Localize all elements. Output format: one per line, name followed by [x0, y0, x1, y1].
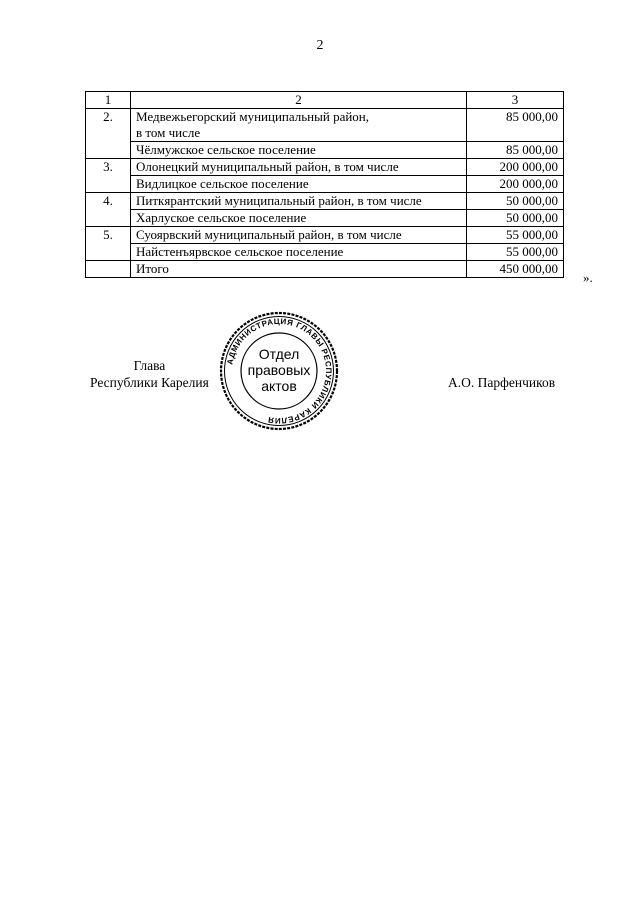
header-cell: 2: [131, 92, 467, 109]
page-number: 2: [316, 38, 324, 53]
row-name: Найстенъярвское сельское поселение: [131, 244, 467, 261]
row-name: Харлуское сельское поселение: [131, 210, 467, 227]
row-name: Олонецкий муниципальный район, в том числе: [131, 159, 467, 176]
row-amount: 55 000,00: [467, 227, 564, 244]
table-row: [86, 227, 564, 244]
table-row: [86, 142, 564, 159]
row-amount: 50 000,00: [467, 193, 564, 210]
row-name: Видлицкое сельское поселение: [131, 176, 467, 193]
signatory-name: А.О. Парфенчиков: [448, 375, 556, 390]
table-row: [86, 210, 564, 227]
header-cell: 1: [86, 92, 131, 109]
row-name: Чёлмужское сельское поселение: [131, 142, 467, 159]
row-number: 4.: [86, 193, 131, 227]
table-header-row: [86, 92, 564, 109]
total-row: [86, 261, 564, 278]
row-amount: 85 000,00: [467, 109, 564, 142]
stamp-center-line2: правовых: [247, 362, 311, 378]
row-number: [86, 261, 131, 278]
signatory-title-line1: Глава: [133, 358, 166, 373]
stamp-center-line3: актов: [261, 378, 297, 394]
header-cell: 3: [467, 92, 564, 109]
table-row: [86, 193, 564, 210]
row-name: Суоярвский муниципальный район, в том числе: [131, 227, 467, 244]
signatory-title: [90, 357, 209, 391]
stamp-center-line1: Отдел: [258, 346, 300, 362]
row-amount: 55 000,00: [467, 244, 564, 261]
row-name: Питкярантский муниципальный район, в том числе: [131, 193, 467, 210]
table-row: [86, 109, 564, 142]
row-amount: 50 000,00: [467, 210, 564, 227]
official-stamp: [218, 310, 340, 432]
signatory-title-line2: Республики Карелия: [90, 375, 209, 390]
row-number: 3.: [86, 159, 131, 193]
row-number: 5.: [86, 227, 131, 261]
stamp-ring-text: АДМИНИСТРАЦИЯ ГЛАВЫ РЕСПУБЛИКИ КАРЕЛИЯ: [225, 316, 334, 426]
table-row: [86, 176, 564, 193]
row-name-line2: в том числе: [136, 125, 201, 140]
closing-quote-mark: ».: [583, 270, 593, 285]
total-label: Итого: [131, 261, 467, 278]
row-amount: 200 000,00: [467, 176, 564, 193]
allocation-table: [85, 91, 564, 278]
row-number: 2.: [86, 109, 131, 159]
table-row: [86, 244, 564, 261]
row-amount: 85 000,00: [467, 142, 564, 159]
row-name: [131, 109, 467, 142]
table-row: [86, 159, 564, 176]
total-amount: 450 000,00: [467, 261, 564, 278]
row-name-line1: Медвежьегорский муниципальный район,: [136, 109, 370, 124]
row-amount: 200 000,00: [467, 159, 564, 176]
